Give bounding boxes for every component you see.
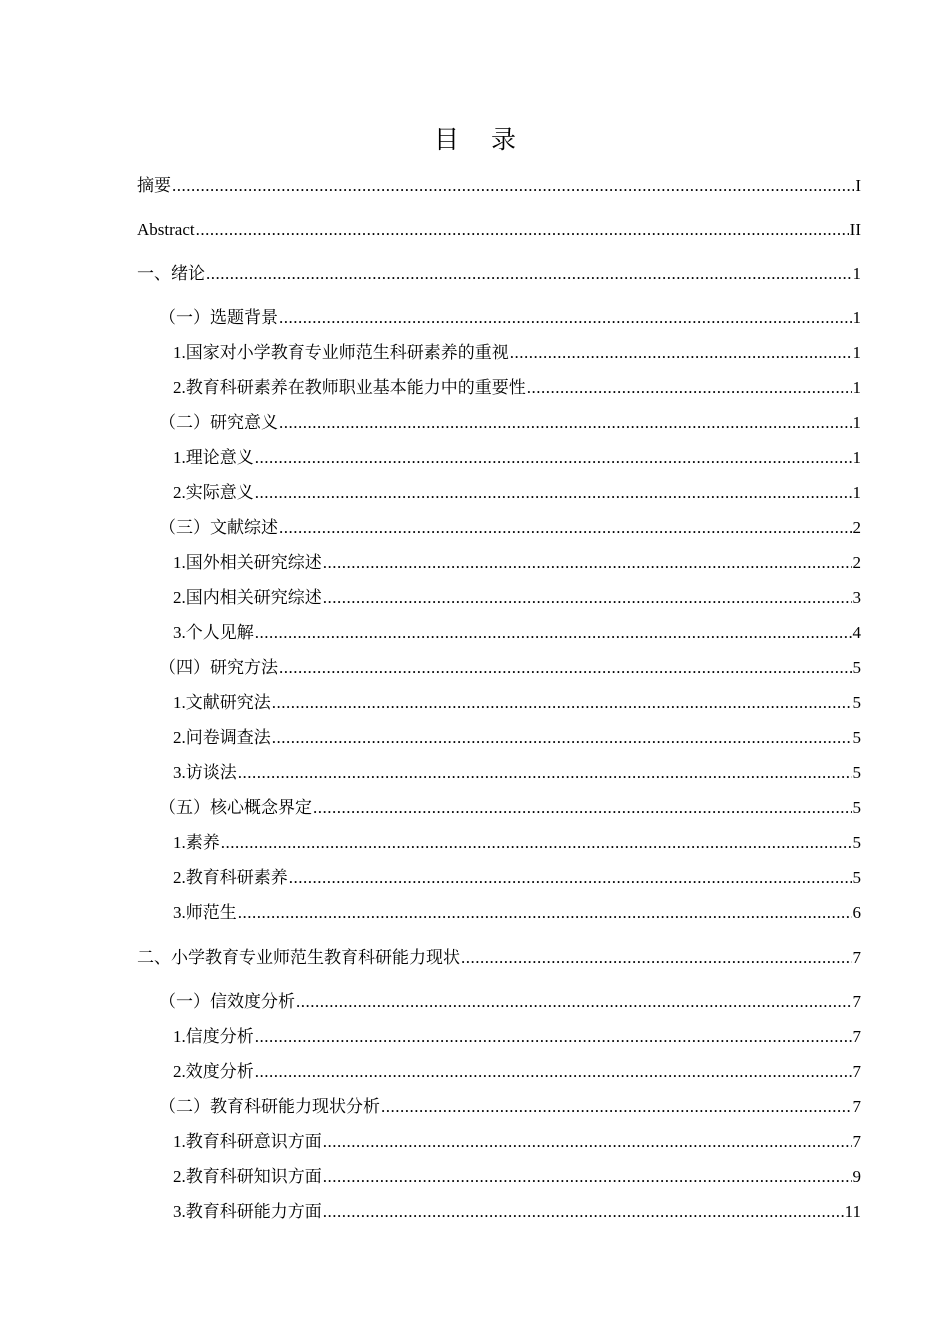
toc-dot-leader xyxy=(323,1159,852,1194)
toc-entry[interactable] xyxy=(137,984,861,1019)
toc-entry-page-number: 5 xyxy=(852,763,861,782)
toc-dot-leader xyxy=(323,580,852,615)
toc-entry[interactable] xyxy=(137,1019,861,1054)
toc-dot-leader xyxy=(313,790,852,825)
toc-entry-label: （五）核心概念界定 xyxy=(159,798,312,817)
toc-entry[interactable] xyxy=(137,685,861,720)
toc-dot-leader xyxy=(296,984,852,1019)
toc-entry-page-number: 7 xyxy=(852,1062,861,1081)
toc-entry-label: （三）文献综述 xyxy=(159,518,278,537)
toc-dot-leader xyxy=(461,940,852,975)
toc-entry[interactable] xyxy=(137,825,861,860)
toc-entry-label: 1.文献研究法 xyxy=(173,693,271,712)
toc-entry-page-number: 5 xyxy=(852,693,861,712)
toc-entry[interactable] xyxy=(137,790,861,825)
toc-entry-page-number: 4 xyxy=(852,623,861,642)
toc-entry[interactable] xyxy=(137,212,861,247)
toc-entry-page-number: 7 xyxy=(852,1027,861,1046)
toc-entry-page-number: 2 xyxy=(852,553,861,572)
toc-entry-label: 2.国内相关研究综述 xyxy=(173,588,322,607)
toc-entry[interactable] xyxy=(137,895,861,930)
toc-entry[interactable] xyxy=(137,940,861,975)
toc-entry-page-number: II xyxy=(849,220,861,239)
toc-dot-leader xyxy=(323,545,852,580)
toc-entry-label: 摘要 xyxy=(137,176,171,195)
toc-entry-label: （一）选题背景 xyxy=(159,308,278,327)
toc-entry[interactable] xyxy=(137,1159,861,1194)
toc-entry-page-number: 11 xyxy=(844,1202,861,1221)
toc-dot-leader xyxy=(206,256,852,291)
toc-dot-leader xyxy=(255,475,852,510)
toc-dot-leader xyxy=(238,895,852,930)
toc-entry[interactable] xyxy=(137,335,861,370)
toc-entry[interactable] xyxy=(137,1124,861,1159)
toc-entry-page-number: 7 xyxy=(852,948,861,967)
toc-dot-leader xyxy=(272,685,852,720)
toc-entry-page-number: 3 xyxy=(852,588,861,607)
toc-dot-leader xyxy=(272,720,852,755)
toc-dot-leader xyxy=(172,168,854,203)
toc-entry[interactable] xyxy=(137,168,861,203)
toc-entry[interactable] xyxy=(137,300,861,335)
toc-entry-page-number: 1 xyxy=(852,343,861,362)
toc-entry-label: 1.国家对小学教育专业师范生科研素养的重视 xyxy=(173,343,509,362)
toc-entry[interactable] xyxy=(137,1089,861,1124)
toc-entry-label: 1.素养 xyxy=(173,833,220,852)
toc-entry-page-number: 5 xyxy=(852,798,861,817)
toc-entry[interactable] xyxy=(137,580,861,615)
toc-entry-page-number: 1 xyxy=(852,448,861,467)
toc-entry[interactable] xyxy=(137,1194,861,1229)
toc-entry-label: （二）研究意义 xyxy=(159,413,278,432)
toc-entry[interactable] xyxy=(137,370,861,405)
toc-entry[interactable] xyxy=(137,440,861,475)
toc-entry-label: （二）教育科研能力现状分析 xyxy=(159,1097,380,1116)
toc-entry[interactable] xyxy=(137,1054,861,1089)
toc-entry[interactable] xyxy=(137,510,861,545)
toc-dot-leader xyxy=(381,1089,852,1124)
toc-entry-label: 3.师范生 xyxy=(173,903,237,922)
toc-entry-page-number: 2 xyxy=(852,518,861,537)
toc-entry-label: 一、绪论 xyxy=(137,264,205,283)
toc-dot-leader xyxy=(323,1124,852,1159)
toc-entry-page-number: 1 xyxy=(852,264,861,283)
toc-entry-label: 3.访谈法 xyxy=(173,763,237,782)
toc-entry[interactable] xyxy=(137,650,861,685)
toc-dot-leader xyxy=(279,405,852,440)
toc-entry-page-number: 7 xyxy=(852,992,861,1011)
toc-entry-page-number: 1 xyxy=(852,413,861,432)
toc-entry-label: 2.教育科研知识方面 xyxy=(173,1167,322,1186)
toc-dot-leader xyxy=(279,650,852,685)
toc-entry-label: 2.效度分析 xyxy=(173,1062,254,1081)
toc-entry[interactable] xyxy=(137,860,861,895)
toc-entry-page-number: 5 xyxy=(852,868,861,887)
toc-entry[interactable] xyxy=(137,615,861,650)
toc-entry-page-number: 1 xyxy=(852,308,861,327)
toc-title: 目 录 xyxy=(434,125,528,154)
toc-dot-leader xyxy=(323,1194,844,1229)
toc-entry[interactable] xyxy=(137,720,861,755)
toc-entry-label: 2.实际意义 xyxy=(173,483,254,502)
toc-entry-label: 2.教育科研素养在教师职业基本能力中的重要性 xyxy=(173,378,526,397)
toc-entry[interactable] xyxy=(137,545,861,580)
toc-entry-label: （四）研究方法 xyxy=(159,658,278,677)
toc-entry-page-number: 7 xyxy=(852,1132,861,1151)
toc-dot-leader xyxy=(279,300,852,335)
toc-dot-leader xyxy=(221,825,852,860)
toc-entry-page-number: I xyxy=(855,176,861,195)
toc-entry-label: 1.国外相关研究综述 xyxy=(173,553,322,572)
toc-dot-leader xyxy=(279,510,852,545)
toc-entry-label: 二、小学教育专业师范生教育科研能力现状 xyxy=(137,948,460,967)
toc-entry[interactable] xyxy=(137,256,861,291)
toc-dot-leader xyxy=(255,615,852,650)
toc-dot-leader xyxy=(527,370,852,405)
toc-entry-label: Abstract xyxy=(137,220,195,239)
toc-entry[interactable] xyxy=(137,405,861,440)
toc-entry-label: 3.个人见解 xyxy=(173,623,254,642)
toc-dot-leader xyxy=(238,755,852,790)
toc-entry-page-number: 9 xyxy=(852,1167,861,1186)
toc-dot-leader xyxy=(510,335,852,370)
toc-entry-page-number: 5 xyxy=(852,658,861,677)
toc-entry-page-number: 1 xyxy=(852,483,861,502)
toc-dot-leader xyxy=(289,860,852,895)
toc-entry-page-number: 1 xyxy=(852,378,861,397)
toc-entry-page-number: 6 xyxy=(852,903,861,922)
toc-dot-leader xyxy=(255,440,852,475)
toc-entry-page-number: 5 xyxy=(852,833,861,852)
toc-dot-leader xyxy=(255,1019,852,1054)
toc-entry-label: （一）信效度分析 xyxy=(159,992,295,1011)
toc-entry[interactable] xyxy=(137,475,861,510)
toc-entry-label: 1.信度分析 xyxy=(173,1027,254,1046)
toc-entry-label: 3.教育科研能力方面 xyxy=(173,1202,322,1221)
toc-entry-label: 1.理论意义 xyxy=(173,448,254,467)
toc-entry-page-number: 7 xyxy=(852,1097,861,1116)
table-of-contents xyxy=(137,168,861,1229)
toc-entry-page-number: 5 xyxy=(852,728,861,747)
toc-dot-leader xyxy=(255,1054,852,1089)
toc-entry-label: 2.教育科研素养 xyxy=(173,868,288,887)
toc-entry-label: 2.问卷调查法 xyxy=(173,728,271,747)
toc-entry[interactable] xyxy=(137,755,861,790)
toc-entry-label: 1.教育科研意识方面 xyxy=(173,1132,322,1151)
toc-dot-leader xyxy=(196,212,849,247)
